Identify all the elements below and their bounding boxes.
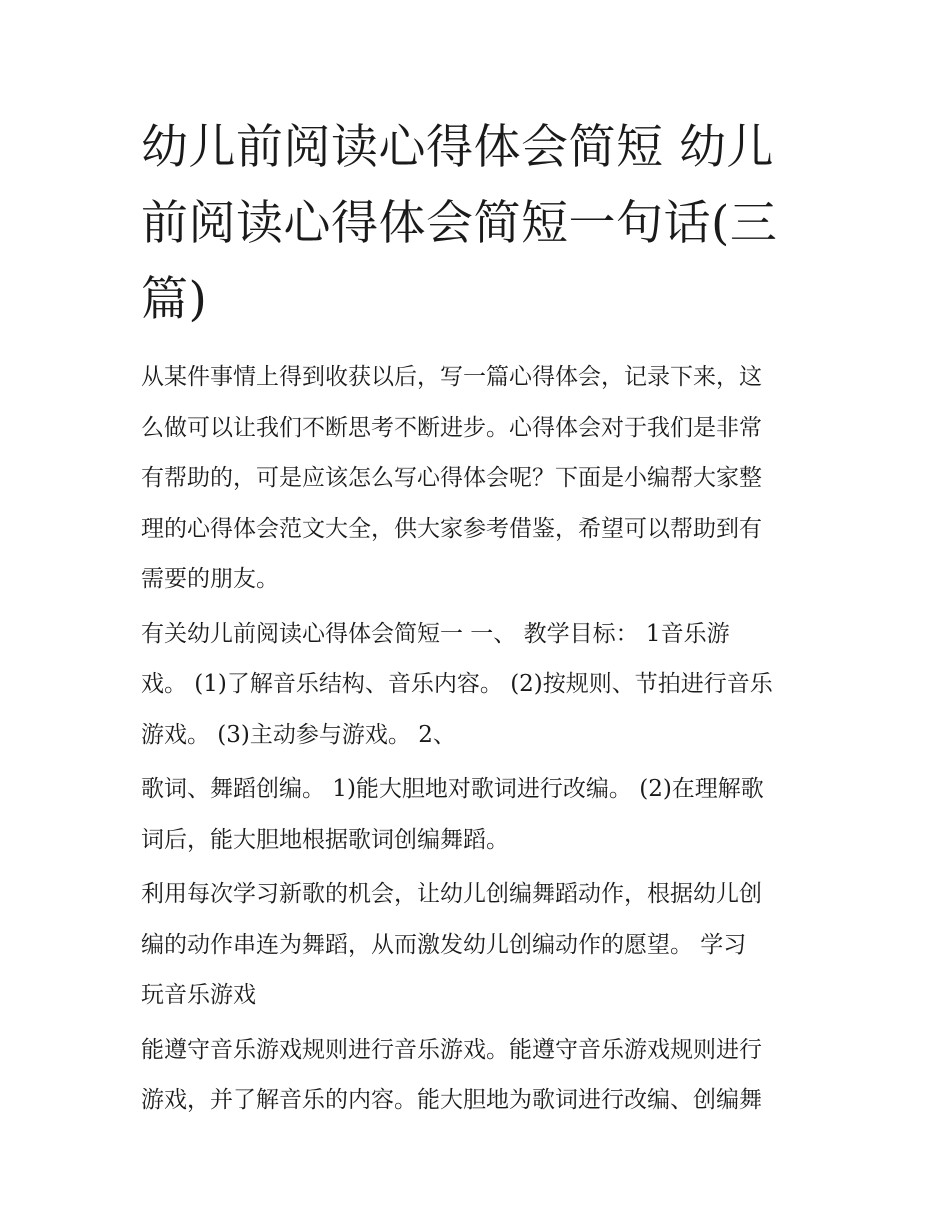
title-line: 篇) bbox=[141, 272, 208, 327]
title-line: 幼儿前阅读心得体会简短 幼儿 bbox=[141, 120, 774, 175]
text-line: 词后，能大胆地根据歌词创编舞蹈。 bbox=[141, 826, 509, 853]
paragraph-method bbox=[141, 869, 813, 1021]
text-line: 戏。 (1)了解音乐结构、音乐内容。 (2)按规则、节拍进行音乐 bbox=[141, 671, 773, 697]
paragraph-intro bbox=[141, 352, 813, 605]
text-line: 理的心得体会范文大全，供大家参考借鉴，希望可以帮助到有 bbox=[141, 515, 762, 542]
document-page bbox=[141, 110, 813, 1130]
text-line: 歌词、舞蹈创编。 1)能大胆地对歌词进行改编。 (2)在理解歌 bbox=[141, 776, 764, 802]
text-line: 需要的朋友。 bbox=[141, 566, 279, 592]
text-line: 有帮助的，可是应该怎么写心得体会呢？下面是小编帮大家整 bbox=[141, 465, 762, 491]
paragraph-rules bbox=[141, 1025, 813, 1126]
paragraph-goals bbox=[141, 609, 813, 761]
text-line: 能遵守音乐游戏规则进行音乐游戏。能遵守音乐游戏规则进行 bbox=[141, 1036, 762, 1063]
text-line: 编的动作串连为舞蹈，从而激发幼儿创编动作的愿望。 学习 bbox=[141, 931, 747, 958]
text-line: 么做可以让我们不断思考不断进步。心得体会对于我们是非常 bbox=[141, 414, 762, 441]
paragraph-creation bbox=[141, 764, 813, 865]
document-title bbox=[141, 110, 813, 338]
text-line: 玩音乐游戏 bbox=[141, 982, 256, 1008]
text-line: 有关幼儿前阅读心得体会简短一 一、 教学目标： 1音乐游 bbox=[141, 620, 730, 647]
title-line: 前阅读心得体会简短一句话(三 bbox=[141, 196, 778, 251]
text-line: 游戏。 (3)主动参与游戏。 2、 bbox=[141, 721, 456, 748]
text-line: 利用每次学习新歌的机会，让幼儿创编舞蹈动作，根据幼儿创 bbox=[141, 881, 762, 907]
document-body bbox=[141, 352, 813, 1126]
text-line: 从某件事情上得到收获以后，写一篇心得体会，记录下来，这 bbox=[141, 364, 762, 390]
text-line: 游戏，并了解音乐的内容。能大胆地为歌词进行改编、创编舞 bbox=[141, 1087, 762, 1113]
